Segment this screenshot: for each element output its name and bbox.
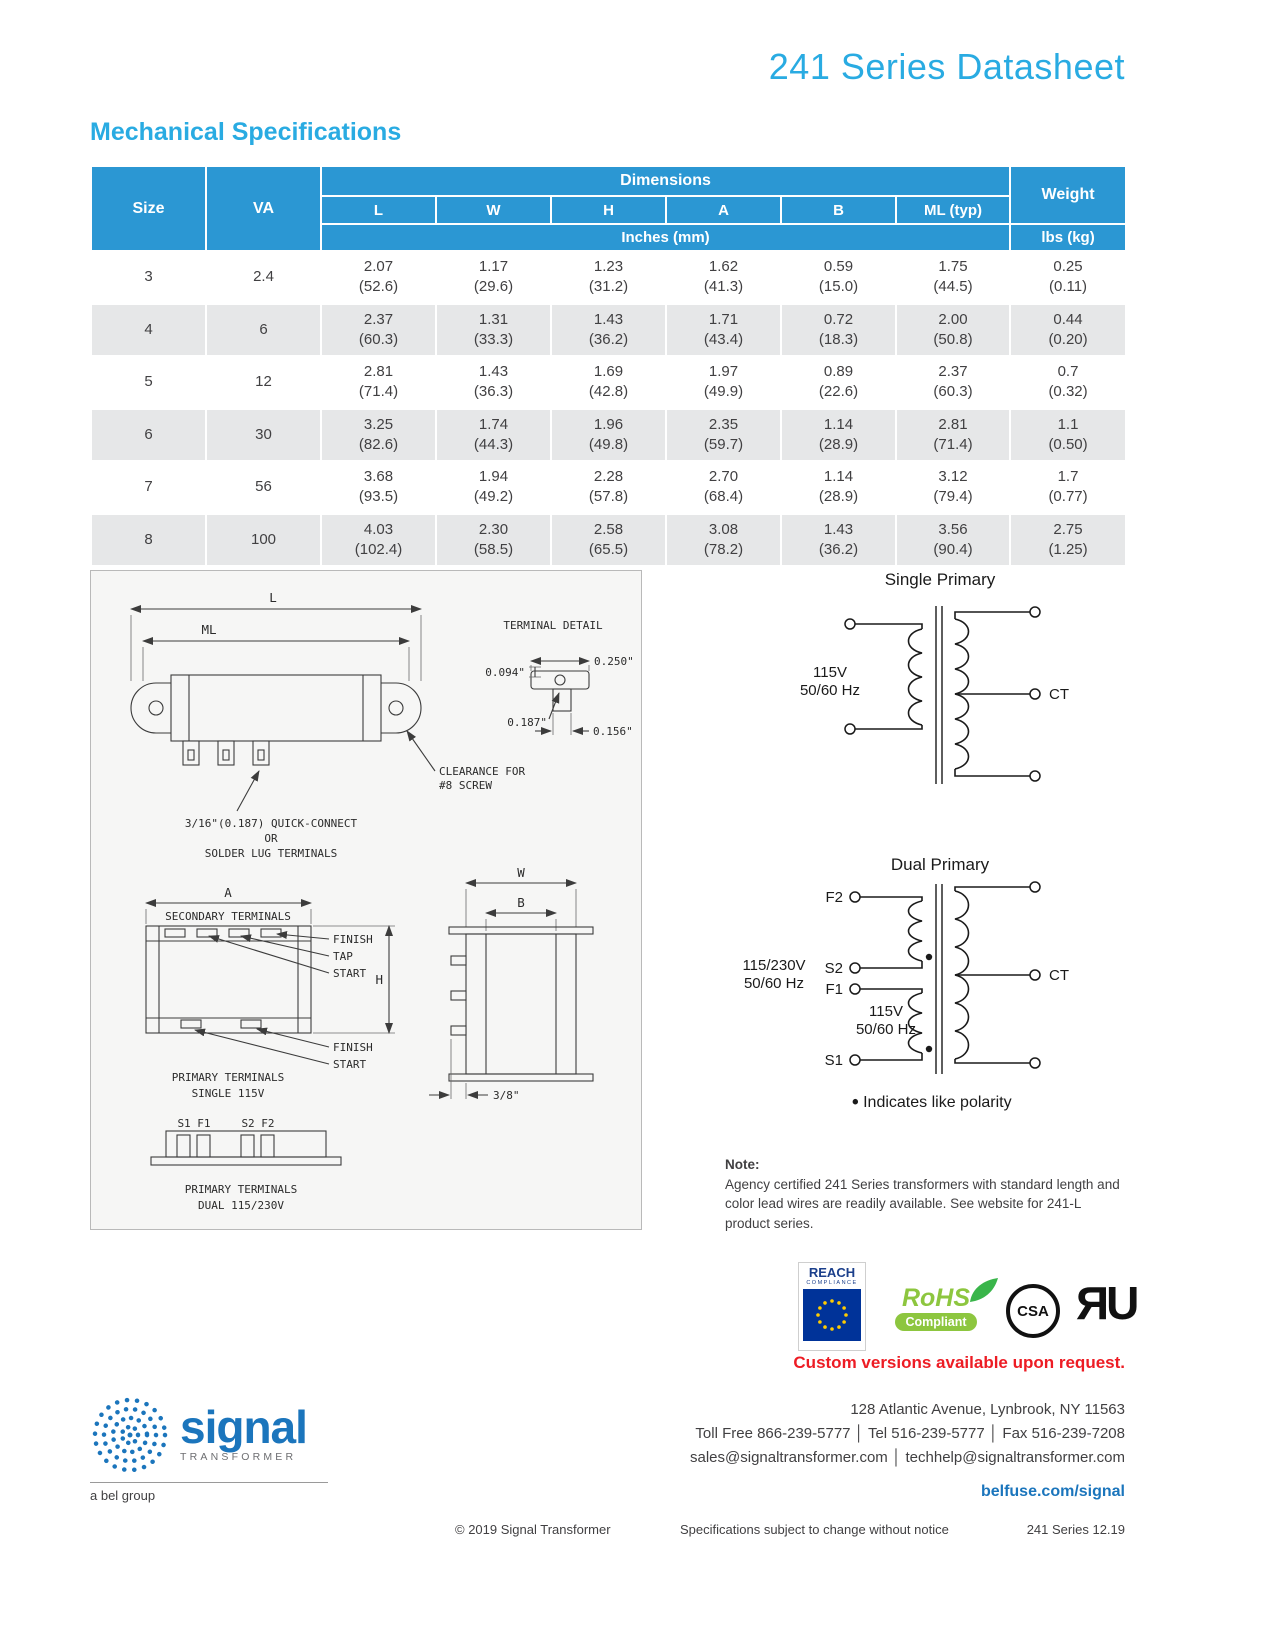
table-cell: 2.30 (58.5) (436, 514, 551, 567)
dual-terminals-s2-f2-label: S2 F2 (241, 1117, 275, 1130)
footer-phones: Toll Free 866-239-5777 │ Tel 516-239-5777 │ Fax 516-239-7208 (695, 1425, 1125, 1442)
signal-brand-block (90, 1395, 330, 1503)
col-header-w: W (436, 196, 551, 224)
table-cell: 1.14 (28.9) (781, 461, 896, 514)
table-cell: 2.81 (71.4) (896, 409, 1010, 462)
terminal-detail-title: TERMINAL DETAIL (503, 619, 603, 632)
table-cell: 0.89 (22.6) (781, 356, 896, 409)
dual-terminal-view (151, 1117, 341, 1212)
mechanical-drawing (91, 571, 641, 1229)
table-cell: 2.58 (65.5) (551, 514, 666, 567)
ul-mark-text: ЯU (1076, 1277, 1137, 1329)
col-header-size: Size (91, 166, 206, 251)
single-primary-voltage-line1: 115V (813, 664, 847, 681)
terminal-label-s1: S1 (824, 1052, 843, 1069)
footer-disclaimer: Specifications subject to change without notice (680, 1522, 949, 1537)
table-cell: 1.94 (49.2) (436, 461, 551, 514)
table-cell: 1.43 (36.2) (781, 514, 896, 567)
dim-label-3-8: 3/8" (493, 1089, 520, 1102)
ul-recognized-mark-icon (1076, 1276, 1136, 1330)
note-body: Agency certified 241 Series transformers with standard length and color lead wires are readily available. See website for 241-L product series. (725, 1176, 1120, 1231)
table-cell: 5 (91, 356, 206, 409)
table-cell: 4 (91, 304, 206, 357)
reach-compliance-badge (798, 1262, 866, 1351)
primary-terminals-dual-line1: PRIMARY TERMINALS (184, 1183, 298, 1196)
footer-doc-version: 241 Series 12.19 (1026, 1522, 1125, 1537)
clearance-note-line2: #8 SCREW (439, 779, 492, 792)
table-cell: 4.03 (102.4) (321, 514, 436, 567)
table-cell: 8 (91, 514, 206, 567)
dim-label-w: W (517, 865, 525, 880)
csa-mark-text: CSA (1017, 1302, 1049, 1320)
dim-label-a: A (224, 885, 232, 900)
table-cell: 2.37 (60.3) (896, 356, 1010, 409)
terminal-label-f1: F1 (825, 981, 843, 998)
top-view (131, 590, 525, 860)
table-cell: 0.59 (15.0) (781, 251, 896, 304)
table-row (91, 251, 1126, 304)
footer-copyright: © 2019 Signal Transformer (455, 1522, 611, 1537)
csa-mark-icon (1006, 1284, 1060, 1338)
single-primary-schematic-block (700, 570, 1180, 811)
col-header-b: B (781, 196, 896, 224)
dual-voltage-inner-line2: 50/60 Hz (855, 1021, 917, 1038)
brand-divider (90, 1482, 328, 1483)
primary-terminals-single-line1: PRIMARY TERMINALS (171, 1071, 285, 1084)
front-view (146, 885, 395, 1100)
eu-flag-icon (803, 1289, 861, 1341)
table-cell: 1.97 (49.9) (666, 356, 781, 409)
table-row (91, 304, 1126, 357)
polarity-note (852, 1092, 1012, 1114)
table-cell: 1.75 (44.5) (896, 251, 1010, 304)
dual-ct-label: CT (1049, 967, 1069, 984)
units-header-inches-mm: Inches (mm) (321, 224, 1010, 251)
footer-emails: sales@signaltransformer.com │ techhelp@signaltransformer.com (690, 1449, 1125, 1466)
terminal-detail (485, 619, 634, 738)
dim-label-b: B (517, 895, 525, 910)
table-cell: 2.35 (59.7) (666, 409, 781, 462)
single-ct-label: CT (1049, 686, 1069, 703)
table-cell: 3.68 (93.5) (321, 461, 436, 514)
section-title: Mechanical Specifications (90, 118, 402, 146)
mechanical-specs-table (90, 165, 1127, 567)
start-top-label: START (333, 967, 367, 980)
dual-voltage-left-line2: 50/60 Hz (743, 975, 805, 992)
dim-label-0250: 0.250" (594, 655, 634, 668)
single-primary-schematic (700, 594, 1180, 806)
table-cell: 3.56 (90.4) (896, 514, 1010, 567)
col-header-va: VA (206, 166, 321, 251)
note-heading: Note: (725, 1157, 760, 1172)
terminal-label-f2: F2 (825, 889, 843, 906)
rohs-label: RoHS (901, 1284, 971, 1312)
table-cell: 3.25 (82.6) (321, 409, 436, 462)
table-cell: 1.62 (41.3) (666, 251, 781, 304)
dual-primary-schematic-block (700, 855, 1180, 1092)
dual-voltage-left-line1: 115/230V (742, 957, 806, 974)
footer-address: 128 Atlantic Avenue, Lynbrook, NY 11563 (850, 1401, 1125, 1418)
table-cell: 2.28 (57.8) (551, 461, 666, 514)
table-cell: 1.74 (44.3) (436, 409, 551, 462)
table-cell: 30 (206, 409, 321, 462)
table-cell: 3.08 (78.2) (666, 514, 781, 567)
dim-label-0156: 0.156" (593, 725, 633, 738)
clearance-note-line1: CLEARANCE FOR (439, 765, 526, 778)
single-primary-title: Single Primary (884, 570, 996, 589)
single-primary-voltage-line2: 50/60 Hz (799, 682, 861, 699)
table-cell: 1.23 (31.2) (551, 251, 666, 304)
units-header-lbs-kg: lbs (kg) (1010, 224, 1126, 251)
dim-label-0187: 0.187" (507, 716, 547, 729)
quick-connect-note-line3: SOLDER LUG TERMINALS (204, 847, 338, 860)
dim-label-ml: ML (201, 622, 217, 637)
leaf-icon (966, 1276, 1000, 1306)
reach-compliance-label: COMPLIANCE (806, 1280, 858, 1286)
finish-top-label: FINISH (333, 933, 373, 946)
side-view (429, 865, 593, 1102)
table-cell: 0.72 (18.3) (781, 304, 896, 357)
secondary-terminals-label: SECONDARY TERMINALS (165, 910, 291, 923)
table-cell: 1.14 (28.9) (781, 409, 896, 462)
note-block (725, 1155, 1127, 1233)
dual-voltage-inner-line1: 115V (869, 1003, 903, 1020)
spec-table-body (91, 251, 1126, 566)
table-cell: 6 (91, 409, 206, 462)
table-cell: 3.12 (79.4) (896, 461, 1010, 514)
certification-badges (798, 1260, 1137, 1352)
dim-label-0094: 0.094" (485, 666, 525, 679)
table-cell: 2.70 (68.4) (666, 461, 781, 514)
polarity-note-text: Indicates like polarity (863, 1094, 1012, 1111)
table-cell: 1.43 (36.3) (436, 356, 551, 409)
table-cell: 2.07 (52.6) (321, 251, 436, 304)
brand-tagline: a bel group (90, 1488, 156, 1503)
brand-subtitle: TRANSFORMER (180, 1451, 297, 1464)
table-cell: 1.69 (42.8) (551, 356, 666, 409)
rohs-compliant-label: Compliant (895, 1313, 976, 1331)
table-cell: 2.75 (1.25) (1010, 514, 1126, 567)
table-cell: 2.4 (206, 251, 321, 304)
quick-connect-note-line2: OR (264, 832, 278, 845)
table-cell: 7 (91, 461, 206, 514)
table-cell: 2.37 (60.3) (321, 304, 436, 357)
mechanical-drawing-panel (90, 570, 642, 1230)
table-cell: 1.96 (49.8) (551, 409, 666, 462)
reach-label: REACH (808, 1265, 856, 1280)
table-cell: 0.7 (0.32) (1010, 356, 1126, 409)
dual-primary-title: Dual Primary (890, 855, 990, 874)
footer-contact-block (690, 1398, 1125, 1505)
signal-logo-icon (90, 1395, 170, 1475)
terminal-label-s2: S2 (824, 960, 843, 977)
table-cell: 3 (91, 251, 206, 304)
primary-terminals-dual-line2: DUAL 115/230V (197, 1199, 285, 1212)
dim-label-l: L (269, 590, 277, 605)
col-header-l: L (321, 196, 436, 224)
dual-primary-schematic (700, 879, 1180, 1087)
col-header-h: H (551, 196, 666, 224)
table-row (91, 356, 1126, 409)
col-header-weight: Weight (1010, 166, 1126, 224)
table-cell: 100 (206, 514, 321, 567)
brand-name: signal (180, 1400, 307, 1453)
table-cell: 1.17 (29.6) (436, 251, 551, 304)
quick-connect-note-line1: 3/16"(0.187) QUICK-CONNECT (184, 817, 358, 830)
col-header-ml-typ: ML (typ) (896, 196, 1010, 224)
table-cell: 1.71 (43.4) (666, 304, 781, 357)
table-cell: 12 (206, 356, 321, 409)
table-row (91, 514, 1126, 567)
table-cell: 1.31 (33.3) (436, 304, 551, 357)
table-cell: 0.25 (0.11) (1010, 251, 1126, 304)
table-cell: 0.44 (0.20) (1010, 304, 1126, 357)
custom-versions-note: Custom versions available upon request. (793, 1353, 1125, 1372)
polarity-bullet: • (852, 1092, 859, 1113)
table-cell: 1.1 (0.50) (1010, 409, 1126, 462)
table-cell: 1.43 (36.2) (551, 304, 666, 357)
page-title: 241 Series Datasheet (768, 46, 1125, 87)
col-header-a: A (666, 196, 781, 224)
table-cell: 6 (206, 304, 321, 357)
dual-terminals-s1-f1-label: S1 F1 (177, 1117, 211, 1130)
table-cell: 1.7 (0.77) (1010, 461, 1126, 514)
finish-bottom-label: FINISH (333, 1041, 373, 1054)
table-row (91, 461, 1126, 514)
start-bottom-label: START (333, 1058, 367, 1071)
table-cell: 56 (206, 461, 321, 514)
tap-label: TAP (333, 950, 353, 963)
table-row (91, 409, 1126, 462)
col-header-dimensions: Dimensions (321, 166, 1010, 196)
table-cell: 2.00 (50.8) (896, 304, 1010, 357)
rohs-compliant-badge (880, 1286, 992, 1331)
table-cell: 2.81 (71.4) (321, 356, 436, 409)
primary-terminals-single-line2: SINGLE 115V (191, 1087, 265, 1100)
dim-label-h: H (375, 972, 383, 987)
footer-website-link[interactable]: belfuse.com/signal (980, 1483, 1125, 1500)
